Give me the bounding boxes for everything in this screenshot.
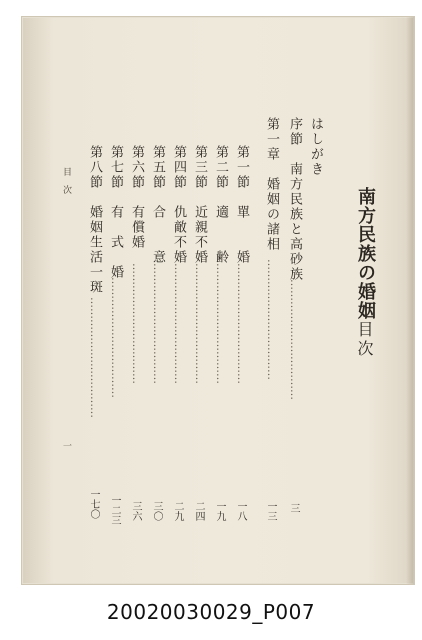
toc-entry-section7: 第七節 有 式 婚 bbox=[108, 145, 123, 280]
toc-entry-section1: 第一節 單 婚 bbox=[234, 145, 249, 265]
folio-number: 一 bbox=[61, 441, 71, 450]
book-title: 南方民族の婚姻 bbox=[355, 187, 376, 320]
toc-page-section1: 一八 bbox=[235, 501, 246, 521]
image-caption: 20020030029_P007 bbox=[106, 600, 316, 624]
toc-page-section6: 三六 bbox=[130, 501, 141, 521]
toc-leader-section1: …………………………… bbox=[235, 263, 248, 384]
toc-entry-section5: 第五節 合 意 bbox=[150, 145, 165, 265]
toc-page-chapter1: 一三 bbox=[265, 501, 276, 521]
toc-entry-section2: 第二節 適 齢 bbox=[213, 145, 228, 265]
toc-page-intro: 三 bbox=[288, 503, 299, 513]
toc-page-section7: 一二三 bbox=[109, 495, 120, 525]
toc-leader-section2: …………………………… bbox=[214, 263, 227, 384]
toc-leader-section7: …………………………… bbox=[109, 277, 122, 398]
toc-page-section3: 二四 bbox=[193, 501, 204, 521]
toc-entry-chapter1: 第一章 婚姻の諸相 bbox=[264, 117, 279, 252]
toc-leader-section8: …………………………… bbox=[88, 297, 101, 418]
toc-entry-section6: 第六節 有償婚 bbox=[129, 145, 144, 250]
toc-page-section5: 三〇 bbox=[151, 501, 162, 521]
toc-entry-section4: 第四節 仇敵不婚 bbox=[171, 145, 186, 265]
toc-entry-section8: 第八節 婚姻生活一斑 bbox=[87, 145, 102, 295]
toc-leader-section6: …………………………… bbox=[130, 263, 143, 384]
toc-page-section2: 一九 bbox=[214, 501, 225, 521]
book-page bbox=[21, 16, 415, 585]
toc-leader-section5: …………………………… bbox=[151, 263, 164, 384]
running-head: 目 次 bbox=[61, 167, 71, 194]
toc-heading: 目次 bbox=[355, 321, 374, 359]
toc-leader-intro: …………………………… bbox=[288, 279, 301, 400]
toc-entry-intro: 序節 南方民族と高砂族 bbox=[287, 117, 302, 282]
toc-entry-section3: 第三節 近親不婚 bbox=[192, 145, 207, 265]
toc-leader-section4: …………………………… bbox=[172, 263, 185, 384]
page-edge-shadow bbox=[406, 17, 414, 584]
toc-entry-preface: はしがき bbox=[308, 117, 323, 177]
toc-leader-chapter1: …………………………… bbox=[265, 259, 278, 380]
toc-page-section8: 一七〇 bbox=[88, 489, 99, 519]
toc-leader-section3: …………………………… bbox=[193, 263, 206, 384]
toc-page-section4: 二九 bbox=[172, 501, 183, 521]
